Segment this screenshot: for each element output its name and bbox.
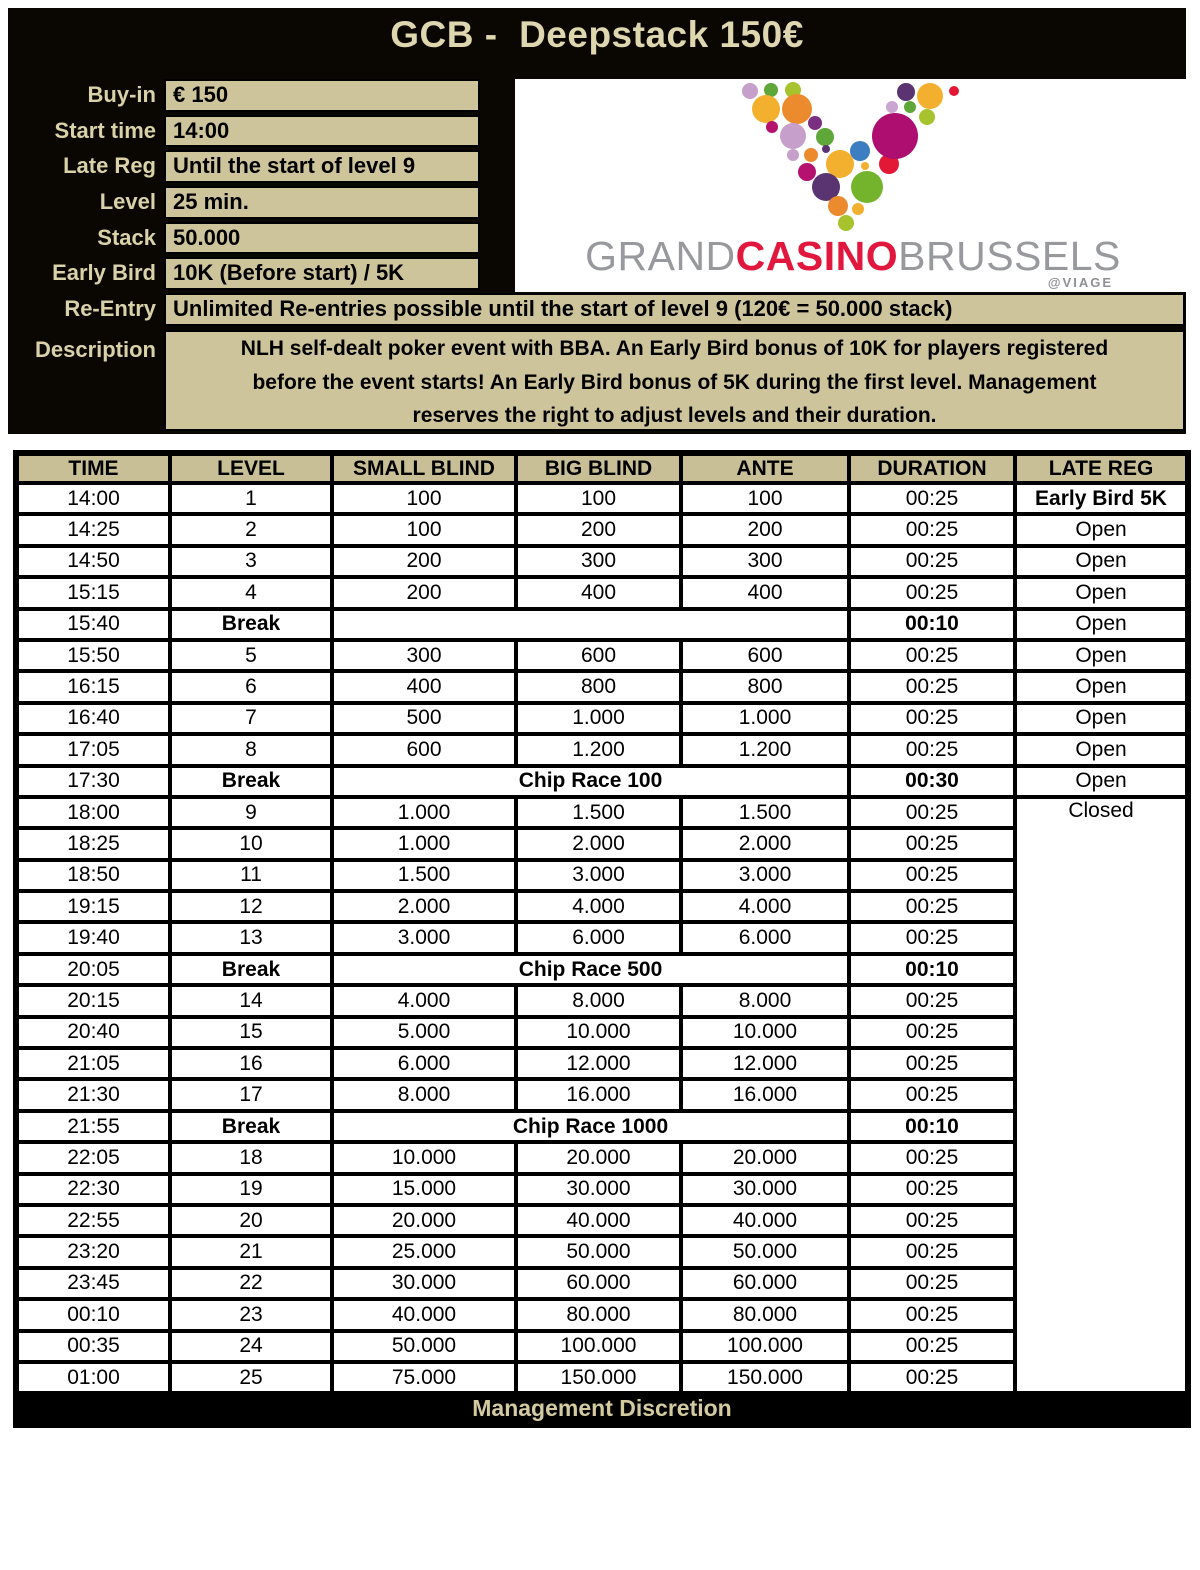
duration-cell: 00:25	[849, 1079, 1015, 1110]
time-cell: 14:00	[16, 483, 170, 514]
level-row	[16, 891, 1188, 922]
small-blind-cell: 1.000	[332, 797, 516, 828]
level-cell: 1	[170, 483, 332, 514]
info-row-level	[8, 186, 480, 219]
time-cell: 00:35	[16, 1331, 170, 1362]
small-blind-cell: 50.000	[332, 1331, 516, 1362]
time-cell: 15:40	[16, 609, 170, 640]
small-blind-cell: 600	[332, 734, 516, 765]
ante-cell: 4.000	[681, 891, 849, 922]
level-row	[16, 1299, 1188, 1330]
big-blind-cell: 200	[516, 514, 681, 545]
blind-structure-table	[13, 450, 1191, 1428]
level-row	[16, 1205, 1188, 1236]
level-cell: 12	[170, 891, 332, 922]
ante-cell: 300	[681, 546, 849, 577]
level-row	[16, 1174, 1188, 1205]
logo-dot	[851, 171, 883, 203]
time-cell: 16:15	[16, 671, 170, 702]
level-row	[16, 922, 1188, 953]
small-blind-cell: 400	[332, 671, 516, 702]
level-cell: 10	[170, 828, 332, 859]
late-reg-cell: Open	[1015, 703, 1188, 734]
duration-cell: 00:25	[849, 797, 1015, 828]
col-header-late-reg: LATE REG	[1015, 453, 1188, 483]
big-blind-cell: 8.000	[516, 985, 681, 1016]
level-row	[16, 1331, 1188, 1362]
level-row	[16, 1236, 1188, 1267]
time-cell: 21:55	[16, 1111, 170, 1142]
break-label-cell: Break	[170, 954, 332, 985]
ante-cell: 80.000	[681, 1299, 849, 1330]
grand-casino-brussels-logo	[515, 79, 1191, 292]
ante-cell: 6.000	[681, 922, 849, 953]
chip-race-cell	[332, 609, 849, 640]
logo-dot	[919, 109, 935, 125]
duration-cell: 00:10	[849, 1111, 1015, 1142]
ante-cell: 400	[681, 577, 849, 608]
big-blind-cell: 800	[516, 671, 681, 702]
big-blind-cell: 2.000	[516, 828, 681, 859]
duration-cell: 00:25	[849, 1331, 1015, 1362]
re-entry-value: Unlimited Re-entries possible until the start of level 9 (120€ = 50.000 stack)	[164, 293, 1185, 326]
time-cell: 22:05	[16, 1142, 170, 1173]
level-row	[16, 797, 1188, 828]
level-cell: 15	[170, 1017, 332, 1048]
info-row-description	[8, 330, 1185, 431]
level-cell: 16	[170, 1048, 332, 1079]
logo-dot	[766, 121, 778, 133]
re-entry-label: Re-Entry	[64, 296, 156, 321]
chip-race-cell: Chip Race 500	[332, 954, 849, 985]
level-row	[16, 546, 1188, 577]
logo-dot	[828, 196, 848, 216]
logo-dot	[787, 149, 799, 161]
break-label-cell: Break	[170, 1111, 332, 1142]
duration-cell: 00:25	[849, 483, 1015, 514]
time-cell: 22:30	[16, 1174, 170, 1205]
col-header-duration: DURATION	[849, 453, 1015, 483]
logo-dot	[897, 83, 915, 101]
duration-cell: 00:25	[849, 671, 1015, 702]
small-blind-cell: 100	[332, 514, 516, 545]
info-row-buyin	[8, 79, 480, 112]
level-cell: 11	[170, 860, 332, 891]
logo-brussels-text: BRUSSELS	[898, 233, 1121, 279]
duration-cell: 00:25	[849, 1268, 1015, 1299]
level-value: 25 min.	[164, 186, 480, 219]
description-value: NLH self-dealt poker event with BBA. An Early Bird bonus of 10K for players registered before the event starts! An Early Bird bonus of 5K during the first level. Management reserves the right to adjust levels and their duration.	[164, 330, 1185, 431]
duration-cell: 00:10	[849, 609, 1015, 640]
logo-dot	[949, 86, 959, 96]
level-cell: 8	[170, 734, 332, 765]
level-row	[16, 1017, 1188, 1048]
col-header-time: TIME	[16, 453, 170, 483]
description-label: Description	[34, 337, 156, 362]
level-row	[16, 577, 1188, 608]
small-blind-cell: 200	[332, 546, 516, 577]
late-reg-cell: Open	[1015, 640, 1188, 671]
small-blind-cell: 1.500	[332, 860, 516, 891]
duration-cell: 00:25	[849, 546, 1015, 577]
big-blind-cell: 80.000	[516, 1299, 681, 1330]
big-blind-cell: 50.000	[516, 1236, 681, 1267]
big-blind-cell: 30.000	[516, 1174, 681, 1205]
duration-cell: 00:25	[849, 640, 1015, 671]
time-cell: 21:30	[16, 1079, 170, 1110]
level-cell: 25	[170, 1362, 332, 1393]
buyin-value: € 150	[164, 79, 480, 112]
ante-cell: 12.000	[681, 1048, 849, 1079]
level-row	[16, 985, 1188, 1016]
logo-viage-text: @VIAGE	[1047, 275, 1113, 290]
late-reg-cell: Open	[1015, 766, 1188, 797]
duration-cell: 00:25	[849, 922, 1015, 953]
logo-dot	[904, 101, 916, 113]
time-cell: 00:10	[16, 1299, 170, 1330]
ante-cell: 50.000	[681, 1236, 849, 1267]
logo-dot	[742, 83, 758, 99]
logo-dot	[808, 116, 822, 130]
break-row	[16, 766, 1188, 797]
chip-race-cell: Chip Race 1000	[332, 1111, 849, 1142]
big-blind-cell: 400	[516, 577, 681, 608]
logo-v-dots-icon	[743, 85, 963, 237]
time-cell: 19:40	[16, 922, 170, 953]
small-blind-cell: 20.000	[332, 1205, 516, 1236]
level-row	[16, 1048, 1188, 1079]
ante-cell: 20.000	[681, 1142, 849, 1173]
time-cell: 16:40	[16, 703, 170, 734]
duration-cell: 00:25	[849, 1048, 1015, 1079]
duration-cell: 00:25	[849, 1174, 1015, 1205]
small-blind-cell: 15.000	[332, 1174, 516, 1205]
late-reg-cell: Open	[1015, 577, 1188, 608]
small-blind-cell: 300	[332, 640, 516, 671]
time-cell: 23:45	[16, 1268, 170, 1299]
early-bird-value: 10K (Before start) / 5K	[164, 257, 480, 290]
level-row	[16, 671, 1188, 702]
duration-cell: 00:25	[849, 1205, 1015, 1236]
header-row	[16, 453, 1188, 483]
start-time-label: Start time	[54, 117, 156, 143]
logo-dot	[838, 215, 854, 231]
ante-cell: 60.000	[681, 1268, 849, 1299]
break-label-cell: Break	[170, 766, 332, 797]
chip-race-cell: Chip Race 100	[332, 766, 849, 797]
stack-label: Stack	[97, 224, 156, 250]
logo-dot	[816, 128, 834, 146]
level-cell: 6	[170, 671, 332, 702]
level-row	[16, 514, 1188, 545]
level-cell: 13	[170, 922, 332, 953]
big-blind-cell: 4.000	[516, 891, 681, 922]
level-row	[16, 1268, 1188, 1299]
time-cell: 15:50	[16, 640, 170, 671]
level-cell: 23	[170, 1299, 332, 1330]
ante-cell: 16.000	[681, 1079, 849, 1110]
tournament-header-panel	[8, 8, 1186, 434]
ante-cell: 2.000	[681, 828, 849, 859]
time-cell: 19:15	[16, 891, 170, 922]
duration-cell: 00:25	[849, 1236, 1015, 1267]
ante-cell: 200	[681, 514, 849, 545]
level-cell: 20	[170, 1205, 332, 1236]
time-cell: 21:05	[16, 1048, 170, 1079]
col-header-big-blind: BIG BLIND	[516, 453, 681, 483]
big-blind-cell: 16.000	[516, 1079, 681, 1110]
late-reg-label: Late Reg	[63, 153, 156, 179]
time-cell: 23:20	[16, 1236, 170, 1267]
logo-dot	[861, 162, 869, 170]
ante-cell: 1.200	[681, 734, 849, 765]
management-discretion-bar: Management Discretion	[16, 1393, 1188, 1425]
small-blind-cell: 100	[332, 483, 516, 514]
late-reg-cell: Open	[1015, 609, 1188, 640]
break-label-cell: Break	[170, 609, 332, 640]
time-cell: 20:15	[16, 985, 170, 1016]
level-row	[16, 640, 1188, 671]
time-cell: 22:55	[16, 1205, 170, 1236]
time-cell: 20:40	[16, 1017, 170, 1048]
level-cell: 3	[170, 546, 332, 577]
time-cell: 18:50	[16, 860, 170, 891]
small-blind-cell: 500	[332, 703, 516, 734]
ante-cell: 30.000	[681, 1174, 849, 1205]
big-blind-cell: 600	[516, 640, 681, 671]
small-blind-cell: 5.000	[332, 1017, 516, 1048]
level-cell: 21	[170, 1236, 332, 1267]
big-blind-cell: 12.000	[516, 1048, 681, 1079]
small-blind-cell: 3.000	[332, 922, 516, 953]
logo-grand-text: GRAND	[585, 233, 736, 279]
duration-cell: 00:25	[849, 1362, 1015, 1393]
late-reg-cell: Open	[1015, 734, 1188, 765]
level-row	[16, 828, 1188, 859]
big-blind-cell: 20.000	[516, 1142, 681, 1173]
late-reg-cell: Open	[1015, 671, 1188, 702]
break-row	[16, 954, 1188, 985]
level-cell: 4	[170, 577, 332, 608]
level-row	[16, 734, 1188, 765]
late-reg-value: Until the start of level 9	[164, 150, 480, 183]
big-blind-cell: 150.000	[516, 1362, 681, 1393]
duration-cell: 00:10	[849, 954, 1015, 985]
logo-wordmark	[515, 233, 1191, 279]
ante-cell: 150.000	[681, 1362, 849, 1393]
level-row	[16, 1362, 1188, 1393]
ante-cell: 1.000	[681, 703, 849, 734]
level-cell: 2	[170, 514, 332, 545]
level-row	[16, 1079, 1188, 1110]
late-reg-cell: Early Bird 5K	[1015, 483, 1188, 514]
break-row	[16, 1111, 1188, 1142]
small-blind-cell: 2.000	[332, 891, 516, 922]
info-row-early-bird	[8, 257, 480, 290]
time-cell: 17:30	[16, 766, 170, 797]
duration-cell: 00:25	[849, 860, 1015, 891]
big-blind-cell: 100.000	[516, 1331, 681, 1362]
ante-cell: 100.000	[681, 1331, 849, 1362]
ante-cell: 8.000	[681, 985, 849, 1016]
level-cell: 22	[170, 1268, 332, 1299]
duration-cell: 00:25	[849, 514, 1015, 545]
ante-cell: 800	[681, 671, 849, 702]
time-cell: 17:05	[16, 734, 170, 765]
level-row	[16, 483, 1188, 514]
small-blind-cell: 10.000	[332, 1142, 516, 1173]
info-row-re-entry	[8, 293, 1185, 326]
ante-cell: 3.000	[681, 860, 849, 891]
time-cell: 18:00	[16, 797, 170, 828]
big-blind-cell: 60.000	[516, 1268, 681, 1299]
big-blind-cell: 3.000	[516, 860, 681, 891]
big-blind-cell: 1.500	[516, 797, 681, 828]
stack-value: 50.000	[164, 222, 480, 255]
big-blind-cell: 100	[516, 483, 681, 514]
small-blind-cell: 1.000	[332, 828, 516, 859]
level-cell: 9	[170, 797, 332, 828]
duration-cell: 00:25	[849, 985, 1015, 1016]
level-cell: 18	[170, 1142, 332, 1173]
level-row	[16, 1142, 1188, 1173]
logo-dot	[852, 203, 864, 215]
info-row-start-time	[8, 115, 480, 148]
ante-cell: 100	[681, 483, 849, 514]
level-cell: 5	[170, 640, 332, 671]
duration-cell: 00:25	[849, 1299, 1015, 1330]
event-title: GCB - Deepstack 150€	[390, 14, 804, 55]
time-cell: 20:05	[16, 954, 170, 985]
logo-casino-text: CASINO	[735, 233, 899, 279]
ante-cell: 600	[681, 640, 849, 671]
time-cell: 15:15	[16, 577, 170, 608]
small-blind-cell: 8.000	[332, 1079, 516, 1110]
break-row	[16, 609, 1188, 640]
ante-cell: 10.000	[681, 1017, 849, 1048]
time-cell: 14:25	[16, 514, 170, 545]
col-header-level: LEVEL	[170, 453, 332, 483]
logo-dot	[872, 113, 918, 159]
logo-dot	[798, 163, 816, 181]
big-blind-cell: 1.000	[516, 703, 681, 734]
footer-row	[16, 1393, 1188, 1425]
small-blind-cell: 4.000	[332, 985, 516, 1016]
duration-cell: 00:25	[849, 1017, 1015, 1048]
col-header-small-blind: SMALL BLIND	[332, 453, 516, 483]
ante-cell: 40.000	[681, 1205, 849, 1236]
level-row	[16, 860, 1188, 891]
logo-dot	[822, 145, 830, 153]
logo-dot	[804, 148, 818, 162]
level-cell: 7	[170, 703, 332, 734]
level-cell: 24	[170, 1331, 332, 1362]
early-bird-label: Early Bird	[52, 260, 156, 286]
small-blind-cell: 25.000	[332, 1236, 516, 1267]
small-blind-cell: 30.000	[332, 1268, 516, 1299]
duration-cell: 00:25	[849, 1142, 1015, 1173]
late-reg-cell: Open	[1015, 514, 1188, 545]
info-row-late-reg	[8, 150, 480, 183]
start-time-value: 14:00	[164, 115, 480, 148]
info-stack	[8, 79, 480, 293]
big-blind-cell: 300	[516, 546, 681, 577]
logo-dot	[780, 123, 806, 149]
big-blind-cell: 1.200	[516, 734, 681, 765]
big-blind-cell: 6.000	[516, 922, 681, 953]
logo-dot	[886, 101, 898, 113]
duration-cell: 00:25	[849, 891, 1015, 922]
big-blind-cell: 40.000	[516, 1205, 681, 1236]
level-cell: 17	[170, 1079, 332, 1110]
small-blind-cell: 75.000	[332, 1362, 516, 1393]
level-cell: 14	[170, 985, 332, 1016]
duration-cell: 00:30	[849, 766, 1015, 797]
buyin-label: Buy-in	[87, 82, 156, 107]
time-cell: 14:50	[16, 546, 170, 577]
duration-cell: 00:25	[849, 828, 1015, 859]
late-reg-cell: Open	[1015, 546, 1188, 577]
info-row-stack	[8, 222, 480, 255]
late-reg-closed-cell: Closed	[1015, 797, 1188, 1393]
duration-cell: 00:25	[849, 577, 1015, 608]
duration-cell: 00:25	[849, 734, 1015, 765]
level-cell: 19	[170, 1174, 332, 1205]
level-label: Level	[99, 189, 156, 215]
small-blind-cell: 200	[332, 577, 516, 608]
small-blind-cell: 40.000	[332, 1299, 516, 1330]
small-blind-cell: 6.000	[332, 1048, 516, 1079]
level-row	[16, 703, 1188, 734]
ante-cell: 1.500	[681, 797, 849, 828]
time-cell: 01:00	[16, 1362, 170, 1393]
logo-dot	[917, 83, 943, 109]
time-cell: 18:25	[16, 828, 170, 859]
duration-cell: 00:25	[849, 703, 1015, 734]
big-blind-cell: 10.000	[516, 1017, 681, 1048]
logo-dot	[752, 95, 780, 123]
col-header-ante: ANTE	[681, 453, 849, 483]
